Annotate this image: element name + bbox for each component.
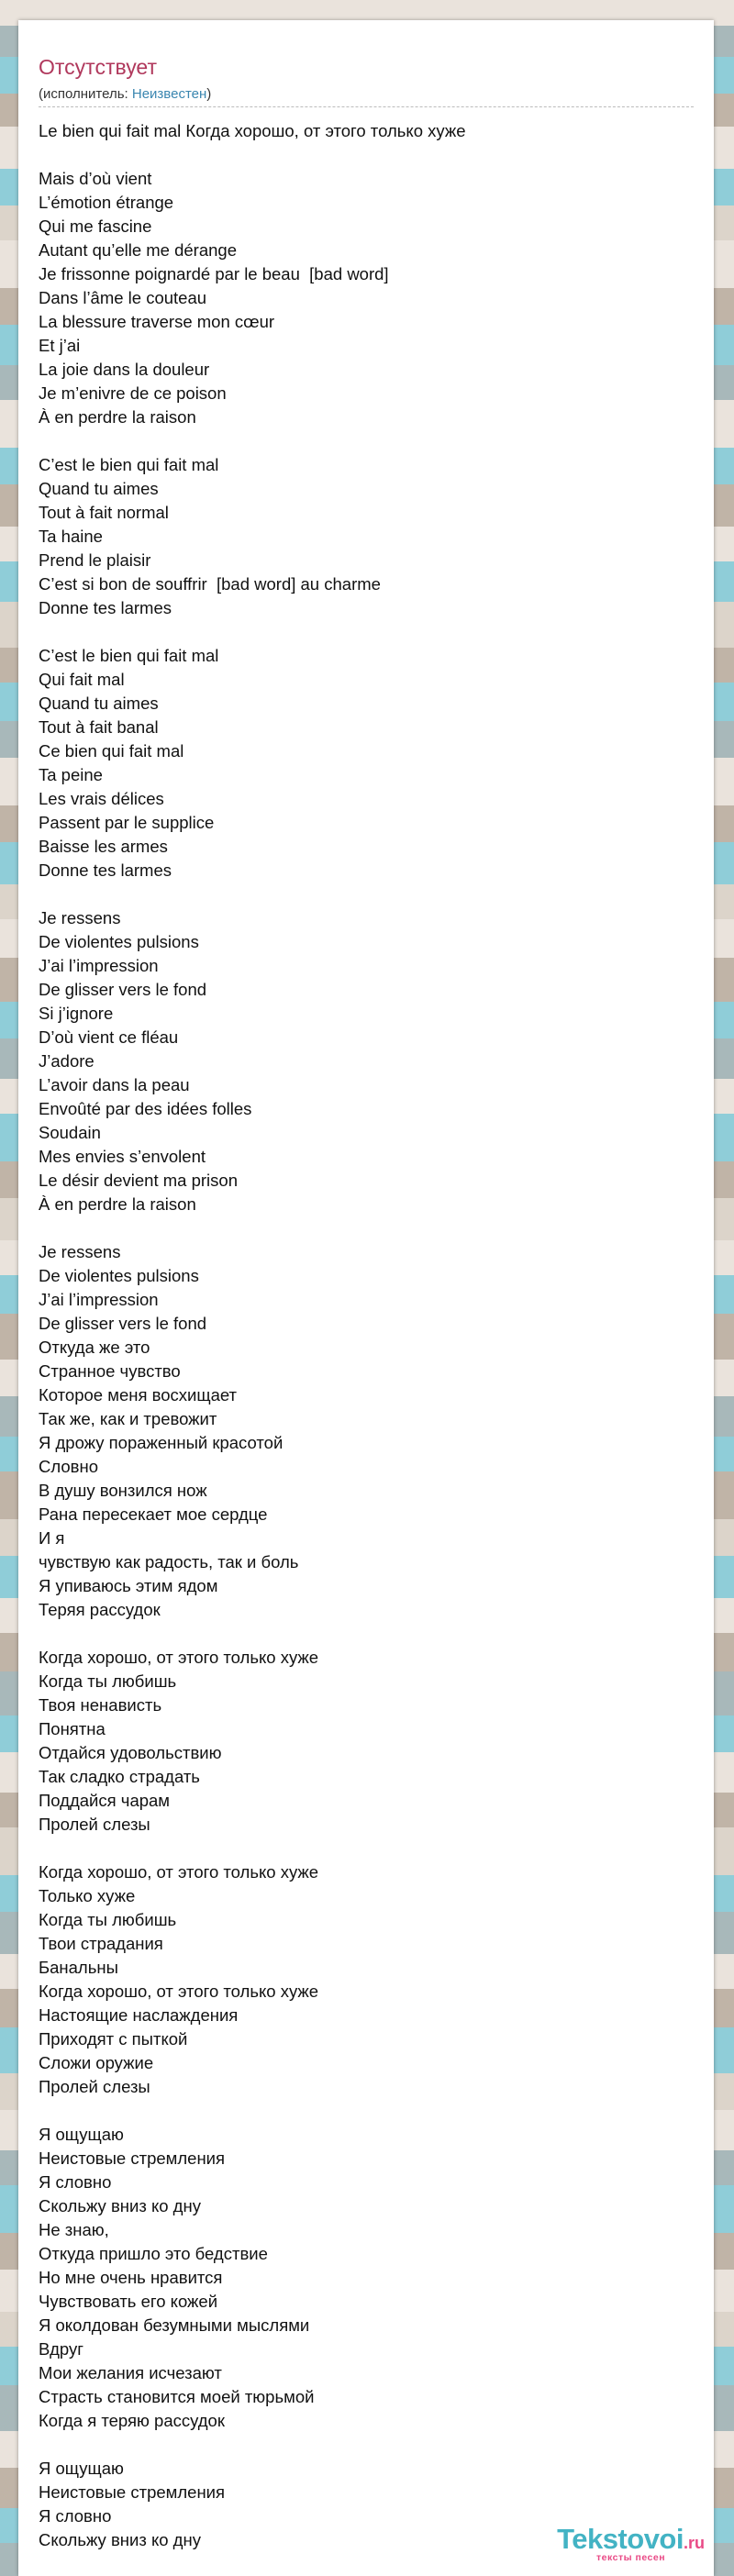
lyric-line: Le désir devient ma prison bbox=[39, 1171, 238, 1190]
lyric-line: C’est si bon de souffrir [bad word] au charme bbox=[39, 574, 381, 594]
lyric-line: Je ressens bbox=[39, 1242, 121, 1261]
lyric-line: Неистовые стремления bbox=[39, 2482, 226, 2502]
lyric-line: Которое меня восхищает bbox=[39, 1385, 238, 1405]
lyric-line: L’émotion étrange bbox=[39, 193, 174, 212]
lyric-line: Mais d’où vient bbox=[39, 169, 152, 188]
lyric-line: Я упиваюсь этим ядом bbox=[39, 1576, 218, 1595]
lyric-line: Qui fait mal bbox=[39, 670, 125, 689]
lyric-line: Но мне очень нравится bbox=[39, 2268, 223, 2287]
logo-tld: .ru bbox=[683, 2534, 705, 2552]
lyric-line: Soudain bbox=[39, 1123, 101, 1142]
lyric-line: J’adore bbox=[39, 1051, 95, 1071]
lyric-blank-line bbox=[39, 1622, 699, 1646]
lyric-line: Теряя рассудок bbox=[39, 1600, 161, 1619]
lyric-line: Les vrais délices bbox=[39, 789, 164, 808]
header-divider bbox=[39, 106, 694, 107]
logo-main-text: Tekstovoi bbox=[557, 2523, 684, 2555]
lyric-line: Не знаю, bbox=[39, 2220, 109, 2239]
site-logo[interactable] bbox=[557, 2523, 705, 2563]
lyric-line: Когда я теряю рассудок bbox=[39, 2411, 225, 2430]
lyric-line: L’avoir dans la peau bbox=[39, 1075, 190, 1094]
lyric-line: Dans l’âme le couteau bbox=[39, 288, 207, 307]
lyric-line: C’est le bien qui fait mal bbox=[39, 646, 219, 665]
lyric-line: La blessure traverse mon cœur bbox=[39, 312, 275, 331]
lyric-line: Отдайся удовольствию bbox=[39, 1743, 222, 1762]
lyric-line: Поддайся чарам bbox=[39, 1791, 171, 1810]
lyric-line: J’ai l’impression bbox=[39, 956, 159, 975]
lyric-line: чувствую как радость, так и боль bbox=[39, 1552, 299, 1571]
lyric-line: D’où vient ce fléau bbox=[39, 1027, 179, 1047]
lyric-line: Quand tu aimes bbox=[39, 479, 159, 498]
lyric-line: И я bbox=[39, 1528, 65, 1548]
lyric-line: Когда хорошо, от этого только хуже bbox=[39, 1648, 319, 1667]
lyric-line: Ta haine bbox=[39, 527, 103, 546]
lyric-blank-line bbox=[39, 2433, 699, 2457]
lyric-line: Понятна bbox=[39, 1719, 106, 1738]
lyric-line: Страсть становится моей тюрьмой bbox=[39, 2387, 315, 2406]
lyric-line: Вдруг bbox=[39, 2339, 84, 2359]
lyric-line: Банальны bbox=[39, 1958, 118, 1977]
lyric-line: Я дрожу пораженный красотой bbox=[39, 1433, 284, 1452]
lyric-line: Я ощущаю bbox=[39, 2125, 124, 2144]
lyric-line: Envoûté par des idées folles bbox=[39, 1099, 252, 1118]
lyric-line: À en perdre la raison bbox=[39, 1194, 196, 1214]
lyric-line: Donne tes larmes bbox=[39, 861, 172, 880]
lyric-line: Я словно bbox=[39, 2172, 112, 2192]
lyric-blank-line bbox=[39, 143, 699, 167]
lyric-line: Пролей слезы bbox=[39, 2077, 150, 2096]
lyrics-text bbox=[39, 119, 699, 2552]
lyric-line: Так же, как и тревожит bbox=[39, 1409, 217, 1428]
lyric-line: Qui me fascine bbox=[39, 217, 152, 236]
lyric-line: Ta peine bbox=[39, 765, 103, 784]
lyric-line: Когда ты любишь bbox=[39, 1910, 177, 1929]
lyric-blank-line bbox=[39, 883, 699, 906]
lyric-blank-line bbox=[39, 620, 699, 644]
lyric-line: Твоя ненависть bbox=[39, 1695, 162, 1715]
lyric-line: Baisse les armes bbox=[39, 837, 168, 856]
lyric-line: J’ai l’impression bbox=[39, 1290, 159, 1309]
lyric-line: Сложи оружие bbox=[39, 2053, 154, 2072]
lyric-line: Неистовые стремления bbox=[39, 2149, 226, 2168]
performer-prefix: (исполнитель: bbox=[39, 86, 132, 102]
lyric-line: Tout à fait normal bbox=[39, 503, 169, 522]
lyric-blank-line bbox=[39, 2099, 699, 2123]
lyric-line: Пролей слезы bbox=[39, 1815, 150, 1834]
lyric-blank-line bbox=[39, 1216, 699, 1240]
lyric-line: Странное чувство bbox=[39, 1361, 181, 1381]
lyric-line: De violentes pulsions bbox=[39, 932, 199, 951]
lyric-line: Autant qu’elle me dérange bbox=[39, 240, 237, 260]
lyric-line: Так сладко страдать bbox=[39, 1767, 200, 1786]
lyric-line: Рана пересекает мое сердце bbox=[39, 1505, 268, 1524]
lyric-line: La joie dans la douleur bbox=[39, 360, 210, 379]
lyrics-card bbox=[18, 20, 714, 2576]
lyric-line: Мои желания исчезают bbox=[39, 2363, 222, 2382]
lyric-line: Словно bbox=[39, 1457, 98, 1476]
lyric-line: В душу вонзился нож bbox=[39, 1481, 207, 1500]
lyric-line: Скольжу вниз ко дну bbox=[39, 2530, 201, 2549]
lyric-line: Твои страдания bbox=[39, 1934, 163, 1953]
lyric-line: Я околдован безумными мыслями bbox=[39, 2315, 310, 2335]
song-header bbox=[39, 39, 694, 108]
lyric-line: Откуда же это bbox=[39, 1338, 150, 1357]
lyric-line: Si j’ignore bbox=[39, 1004, 114, 1023]
lyric-line: Passent par le supplice bbox=[39, 813, 215, 832]
lyric-blank-line bbox=[39, 429, 699, 453]
lyric-line: Только хуже bbox=[39, 1886, 136, 1905]
lyric-line: À en perdre la raison bbox=[39, 407, 196, 427]
lyric-line: Je ressens bbox=[39, 908, 121, 927]
performer-suffix: ) bbox=[206, 86, 212, 102]
lyric-line: Когда хорошо, от этого только хуже bbox=[39, 1862, 319, 1882]
lyric-line: Настоящие наслаждения bbox=[39, 2005, 239, 2025]
lyric-line: Quand tu aimes bbox=[39, 694, 159, 713]
lyric-line: De glisser vers le fond bbox=[39, 1314, 207, 1333]
performer-link[interactable]: Неизвестен bbox=[131, 86, 207, 102]
lyric-line: Le bien qui fait mal Когда хорошо, от этого только хуже bbox=[39, 121, 466, 140]
lyric-line: Откуда пришло это бедствие bbox=[39, 2244, 268, 2263]
lyric-line: C’est le bien qui fait mal bbox=[39, 455, 219, 474]
lyric-line: De violentes pulsions bbox=[39, 1266, 199, 1285]
logo-subtitle: тексты песен bbox=[596, 2552, 666, 2563]
lyric-line: Prend le plaisir bbox=[39, 550, 151, 570]
lyric-line: Я словно bbox=[39, 2506, 112, 2526]
lyric-line: Приходят с пыткой bbox=[39, 2029, 188, 2049]
lyric-line: Ce bien qui fait mal bbox=[39, 741, 184, 761]
lyric-line: Я ощущаю bbox=[39, 2459, 124, 2478]
song-title: Отсутствует bbox=[39, 55, 157, 79]
lyric-line: Когда хорошо, от этого только хуже bbox=[39, 1982, 319, 2001]
lyric-blank-line bbox=[39, 1837, 699, 1860]
lyric-line: Donne tes larmes bbox=[39, 598, 172, 617]
lyric-line: Когда ты любишь bbox=[39, 1671, 177, 1691]
lyric-line: Скольжу вниз ко дну bbox=[39, 2196, 201, 2215]
lyric-line: Mes envies s’envolent bbox=[39, 1147, 206, 1166]
performer-line bbox=[39, 86, 211, 102]
lyric-line: Et j’ai bbox=[39, 336, 81, 355]
lyric-line: Чувствовать его кожей bbox=[39, 2292, 218, 2311]
lyric-line: Je m’enivre de ce poison bbox=[39, 383, 227, 403]
lyric-line: Je frissonne poignardé par le beau [bad word] bbox=[39, 264, 389, 283]
lyric-line: Tout à fait banal bbox=[39, 717, 159, 737]
lyric-line: De glisser vers le fond bbox=[39, 980, 207, 999]
